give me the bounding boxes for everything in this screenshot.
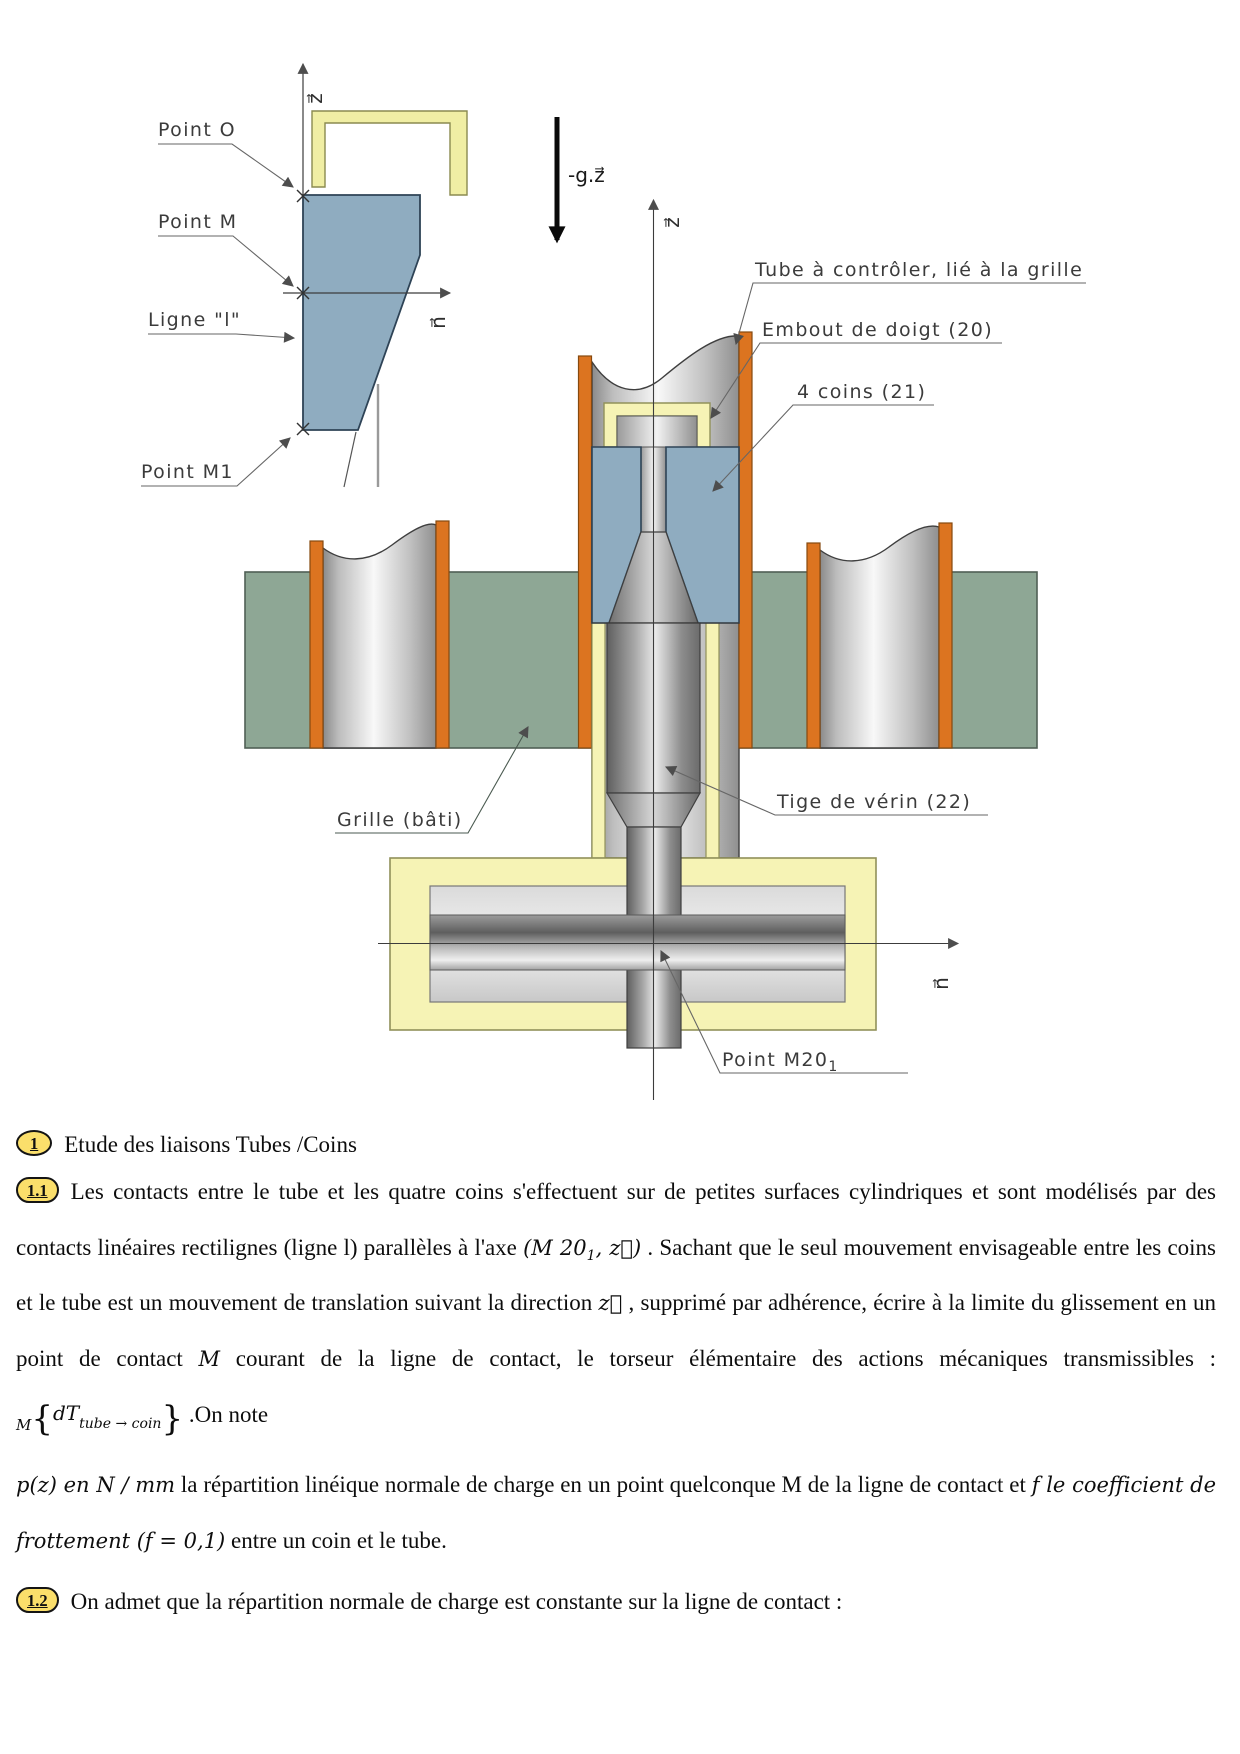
label-coins: 4 coins (21) — [797, 381, 927, 403]
torseur-close-brace: } — [161, 1398, 184, 1439]
torseur-point: M — [16, 1415, 32, 1434]
p11-run1: Les contacts entre le tube et les quatre coins s'effectuent sur de petites surfaces cylindriques et sont modélisés par des contacts linéaires rectilignes (ligne l) parallèles à l'axe — [16, 1179, 1216, 1260]
p12-text: On admet que la répartition normale de charge est constante sur la ligne de contact : — [70, 1589, 843, 1615]
detail-coin — [303, 195, 420, 430]
label-tige: Tige de vérin (22) — [777, 791, 972, 813]
formula-axis-sub: 1 — [586, 1247, 596, 1264]
torseur-formula — [16, 1398, 184, 1439]
detail-n-axis-label: n⃗ — [426, 315, 450, 329]
leader-point-m — [158, 236, 293, 286]
main-n-axis-label: n⃗ — [929, 976, 953, 990]
paragraph-1-1b — [16, 1457, 1216, 1568]
label-point-o: Point O — [158, 119, 236, 141]
document-body — [0, 1130, 1240, 1630]
tube-right-wall — [939, 523, 952, 748]
section-1-2-badge: 1.2 — [16, 1587, 59, 1613]
formula-point-m: M — [198, 1346, 221, 1371]
label-tube: Tube à contrôler, lié à la grille — [755, 259, 1084, 281]
leader-ligne-l — [148, 334, 294, 338]
section-1-heading — [16, 1130, 1240, 1158]
formula-frottement: f le coefficient de frottement (f = 0,1) — [16, 1472, 1216, 1553]
tube-right-body — [820, 526, 939, 748]
p11b-run7: entre un coin et le tube. — [225, 1527, 447, 1553]
label-point-m20: Point $M20_1$ — [722, 1049, 839, 1075]
paragraph-1-1 — [16, 1164, 1216, 1443]
p11-run2: . Sachant que le seul mouvement envisageable entre les coins et le tube est un mouvement de translation suivant la direction — [16, 1234, 1217, 1316]
leader-point-o — [158, 144, 293, 187]
p11-run4: courant de la ligne de contact, le torseur élémentaire des actions mécaniques transmissibles : — [220, 1345, 1216, 1371]
label-point-m: Point M — [158, 211, 238, 233]
formula-pz: p(z) en N / mm — [16, 1472, 176, 1497]
p11-run3: , supprimé par adhérence, écrire à la limite du glissement en un point de contact — [16, 1290, 1217, 1371]
central-tube-wall-left — [579, 356, 592, 748]
formula-zvec: z⃗ — [598, 1291, 623, 1316]
label-embout: Embout de doigt (20) — [762, 319, 994, 341]
p11b-run6: la répartition linéique normale de charge en un point quelconque M de la ligne de contact et — [175, 1471, 1032, 1497]
central-tube-wall-right — [739, 332, 752, 748]
doigt-head — [617, 416, 697, 447]
tube-right-wall — [807, 543, 820, 748]
torseur-open-brace: { — [31, 1398, 53, 1439]
tube-left-body — [323, 524, 436, 748]
formula-axis-open: (M 20 — [523, 1235, 587, 1260]
section-1-1-badge: 1.1 — [16, 1177, 59, 1203]
tube-left-wall — [436, 521, 449, 748]
torseur-body: dT — [53, 1400, 80, 1425]
formula-axis-close: , z⃗) — [595, 1235, 642, 1260]
label-grille: Grille (bâti) — [337, 809, 463, 831]
main-z-axis-label: z⃗ — [660, 216, 684, 228]
torseur-subscript: tube → coin — [79, 1415, 162, 1432]
detail-embout-bracket — [312, 111, 467, 195]
section-1-title: Etude des liaisons Tubes /Coins — [64, 1132, 357, 1157]
gravity-label: -g.z⃗ — [568, 163, 605, 187]
label-ligne-l: Ligne "l" — [148, 309, 242, 331]
paragraph-1-2 — [16, 1574, 1216, 1630]
detail-z-axis-label: z⃗ — [303, 92, 327, 104]
detail-tige-edge — [344, 432, 356, 487]
p11-run5: .On note — [183, 1401, 269, 1427]
tube-left-wall — [310, 541, 323, 748]
embout-leg-right — [706, 623, 719, 858]
label-point-m1: Point M1 — [141, 461, 234, 483]
embout-leg-left — [592, 623, 605, 858]
section-1-badge: 1 — [16, 1130, 52, 1156]
verin-piston-bar — [430, 915, 845, 970]
